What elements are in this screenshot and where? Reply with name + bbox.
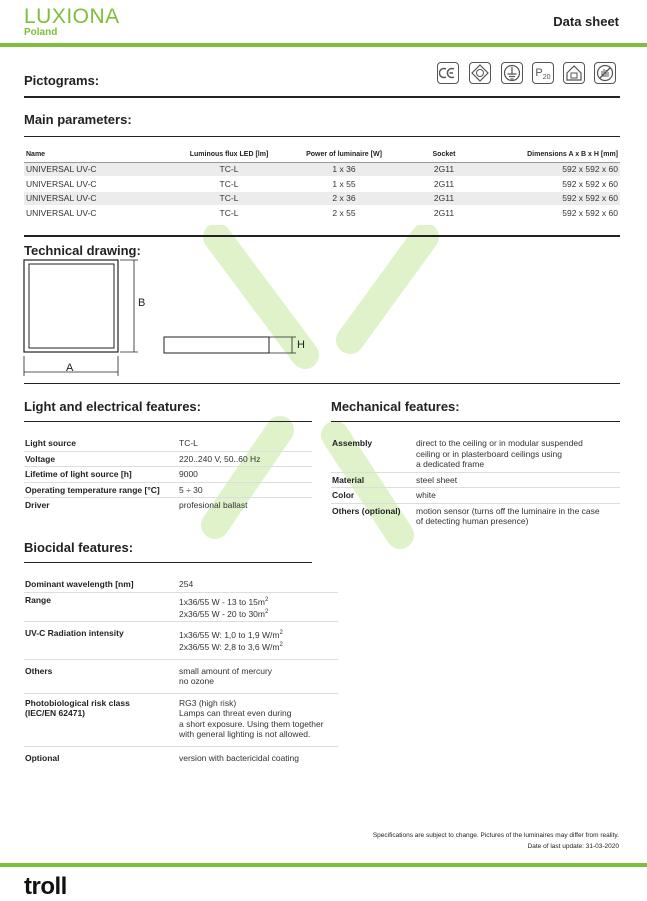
col-header-flux: Luminous flux LED [lm]: [174, 148, 284, 162]
feature-value: 254: [179, 579, 194, 589]
cell-flux: TC-L: [174, 206, 284, 221]
main-parameters-table: [24, 148, 620, 221]
cell-dimensions: 592 x 592 x 60: [484, 191, 620, 206]
cell-flux: TC-L: [174, 191, 284, 206]
cell-name: UNIVERSAL UV-C: [24, 177, 174, 192]
document-title: Data sheet: [553, 14, 619, 29]
logo-subtext: Poland: [24, 27, 58, 38]
feature-value: [415, 503, 620, 529]
cell-power: 1 x 55: [284, 177, 404, 192]
feature-row: [24, 693, 338, 746]
feature-value: version with bactericidal coating: [178, 746, 338, 765]
feature-row: [331, 472, 620, 488]
key-line: Photobiological risk class: [25, 697, 130, 708]
ip-label: P: [535, 67, 543, 79]
feature-value: white: [415, 488, 620, 504]
value-line: of detecting human presence): [416, 516, 529, 526]
technical-drawing-bottom-rule: [24, 383, 620, 384]
superscript: 2: [265, 596, 269, 603]
feature-key: Voltage: [24, 451, 178, 467]
feature-key: Lifetime of light source [h]: [24, 467, 178, 483]
cell-flux: TC-L: [174, 177, 284, 192]
biocidal-table: [24, 577, 338, 765]
biocidal-title: Biocidal features:: [24, 540, 134, 555]
dimension-a-label: A: [66, 362, 74, 374]
feature-value: [178, 622, 338, 660]
ip20-icon: [532, 62, 554, 84]
earth-ground-icon: [501, 62, 523, 84]
col-header-power: Power of luminaire [W]: [284, 148, 404, 162]
feature-key: Light source: [25, 438, 77, 448]
feature-row: [24, 622, 338, 660]
feature-key: Dominant wavelength [nm]: [25, 579, 134, 589]
cell-dimensions: 592 x 592 x 60: [484, 162, 620, 177]
luxiona-logo: [24, 6, 120, 38]
feature-value: steel sheet: [415, 472, 620, 488]
feature-key: [24, 693, 178, 746]
feature-key: UV-C Radiation intensity: [24, 622, 178, 660]
table-row: [24, 191, 620, 206]
cell-power: 1 x 36: [284, 162, 404, 177]
cell-socket: 2G11: [404, 206, 484, 221]
feature-row: [24, 659, 338, 693]
feature-value: 220..240 V, 50..60 Hz: [178, 451, 312, 467]
mechanical-table: [331, 436, 620, 529]
feature-row: [24, 577, 338, 592]
cell-socket: 2G11: [404, 191, 484, 206]
superscript: 2: [265, 608, 269, 615]
table-row: [24, 177, 620, 192]
value-line: motion sensor (turns off the luminaire in the case: [416, 505, 600, 516]
feature-row: [24, 498, 312, 513]
value-line: no ozone: [179, 676, 214, 687]
last-update-date: Date of last update: 31-03-2020: [527, 843, 619, 850]
table-row: [24, 206, 620, 221]
feature-key: Color: [331, 488, 415, 504]
superscript: 2: [279, 630, 283, 637]
feature-value: [415, 436, 620, 472]
technical-drawing-svg: [20, 258, 310, 380]
feature-row: [331, 488, 620, 504]
col-header-socket: Socket: [404, 148, 484, 162]
feature-value: [178, 592, 338, 622]
table-header-row: [24, 148, 620, 162]
feature-key: Others: [24, 659, 178, 693]
cell-socket: 2G11: [404, 162, 484, 177]
value-line: with general lighting is not allowed.: [179, 729, 311, 740]
key-line: (IEC/EN 62471): [25, 708, 85, 719]
ip-number: 20: [542, 73, 551, 81]
value-line: a short exposure. Using them together: [179, 718, 324, 729]
value-line: 1x36/55 W: 1,0 to 1,9 W/m: [179, 629, 280, 640]
feature-key: Driver: [24, 498, 178, 513]
main-parameters-rule: [24, 136, 620, 137]
feature-key: Range: [24, 592, 178, 622]
technical-drawing-title: Technical drawing:: [24, 243, 141, 258]
value-line: ceiling or in plasterboard ceilings using: [416, 448, 562, 459]
feature-row: [24, 436, 312, 451]
feature-row: [24, 746, 338, 765]
mechanical-rule: [331, 421, 620, 422]
value-line: 2x36/55 W: 2,8 to 3,6 W/m: [179, 642, 280, 653]
cell-socket: 2G11: [404, 177, 484, 192]
cell-flux: TC-L: [174, 162, 284, 177]
cell-name: UNIVERSAL UV-C: [24, 206, 174, 221]
value-line: Lamps can threat even during: [179, 708, 292, 719]
superscript: 2: [279, 642, 283, 649]
feature-key: Others (optional): [331, 503, 415, 529]
luminaire-outer-frame: [24, 260, 118, 352]
cell-dimensions: 592 x 592 x 60: [484, 177, 620, 192]
feature-value: [178, 659, 338, 693]
light-electrical-rule: [24, 421, 312, 422]
technical-drawing-top-rule: [24, 235, 620, 237]
cell-name: UNIVERSAL UV-C: [24, 162, 174, 177]
biocidal-rule: [24, 562, 312, 563]
class-mark-icon: [469, 62, 491, 84]
cell-dimensions: 592 x 592 x 60: [484, 206, 620, 221]
value-line: a dedicated frame: [416, 459, 485, 469]
feature-row: [24, 592, 338, 622]
value-line: direct to the ceiling or in modular suspended: [416, 438, 583, 448]
feature-value: profesional ballast: [178, 498, 312, 513]
feature-row: [331, 503, 620, 529]
feature-value: 5 ÷ 30: [178, 482, 312, 498]
cell-name: UNIVERSAL UV-C: [24, 191, 174, 206]
troll-logo: troll: [24, 873, 67, 900]
pictograms-rule: [24, 96, 620, 98]
feature-key: Assembly: [332, 438, 373, 448]
light-electrical-table: [24, 436, 312, 513]
feature-value: 9000: [178, 467, 312, 483]
feature-row: [24, 467, 312, 483]
feature-key: Material: [331, 472, 415, 488]
luminaire-side-view: [164, 337, 269, 353]
disclaimer-note: Specifications are subject to change. Pictures of the luminaires may differ from reality.: [372, 832, 619, 839]
value-line: 1x36/55 W - 13 to 15m: [179, 596, 265, 607]
dimension-b-label: B: [138, 297, 146, 309]
feature-key: Optional: [24, 746, 178, 765]
table-row: [24, 162, 620, 177]
footer-green-bar: [0, 863, 647, 867]
no-touch-icon: [594, 62, 616, 84]
indoor-icon: [563, 62, 585, 84]
feature-value: [178, 693, 338, 746]
col-header-name: Name: [24, 148, 174, 162]
header-green-bar: [0, 43, 647, 47]
feature-row: [24, 451, 312, 467]
feature-row: [331, 436, 620, 472]
value-line: 2x36/55 W - 20 to 30m: [179, 608, 265, 619]
value-line: RG3 (high risk): [179, 697, 237, 708]
feature-row: [24, 482, 312, 498]
logo-text: LUXIONA: [24, 5, 120, 28]
pictograms-title: Pictograms:: [24, 73, 100, 88]
luminaire-inner-frame: [29, 264, 114, 348]
ce-mark-icon: [437, 62, 459, 84]
feature-key: Operating temperature range [°C]: [24, 482, 178, 498]
main-parameters-title: Main parameters:: [24, 112, 132, 127]
feature-value: TC-L: [179, 438, 198, 448]
cell-power: 2 x 55: [284, 206, 404, 221]
light-electrical-title: Light and electrical features:: [24, 399, 201, 414]
mechanical-title: Mechanical features:: [331, 399, 460, 414]
cell-power: 2 x 36: [284, 191, 404, 206]
dimension-h-label: H: [297, 339, 305, 351]
value-line: small amount of mercury: [179, 665, 273, 676]
col-header-dimensions: Dimensions A x B x H [mm]: [484, 148, 620, 162]
